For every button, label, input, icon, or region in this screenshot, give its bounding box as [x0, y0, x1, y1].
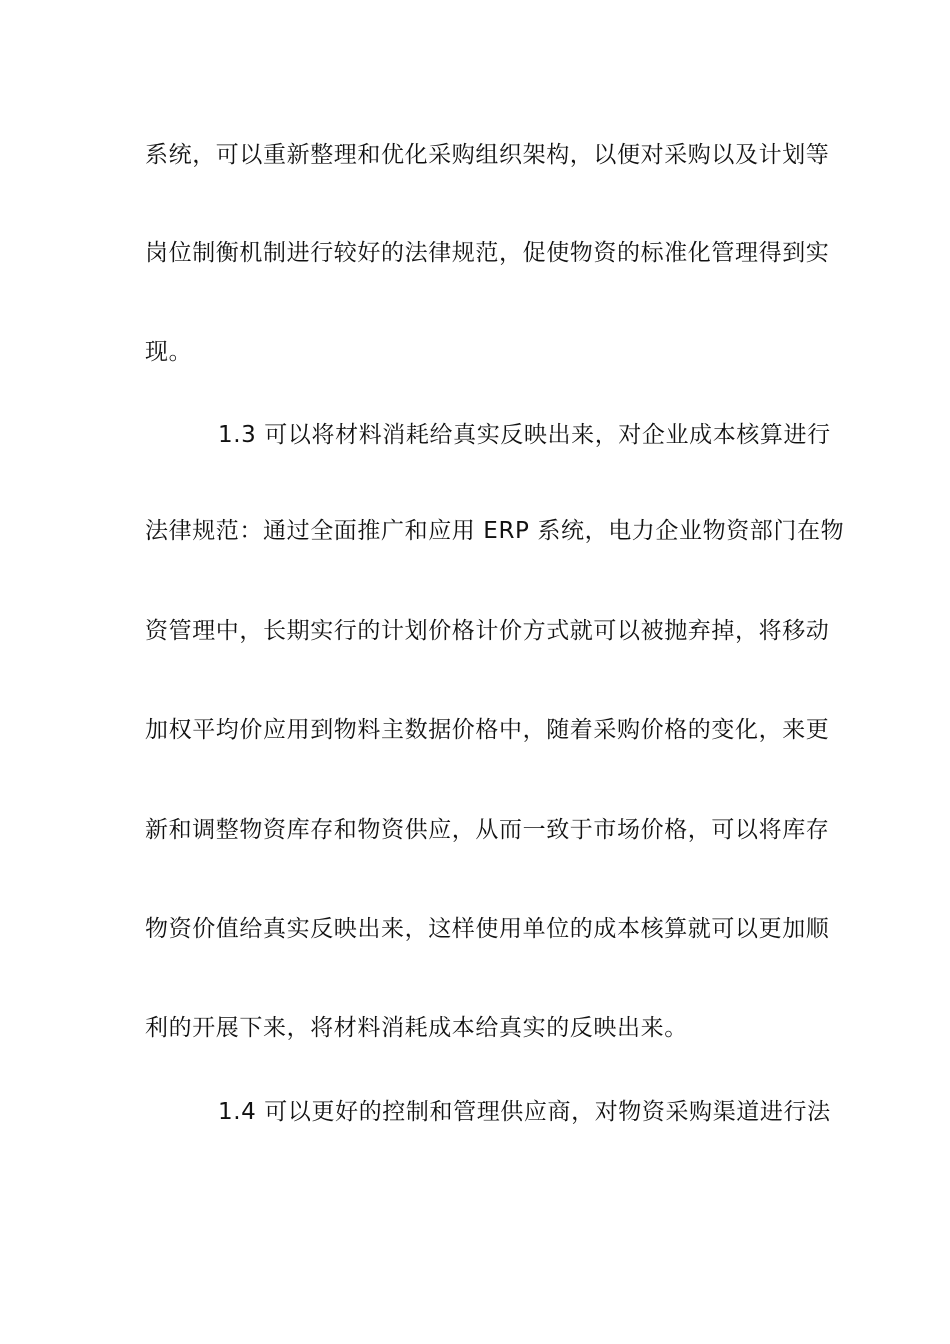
text-line-6: 资管理中，长期实行的计划价格计价方式就可以被抛弃掉，将移动: [145, 618, 830, 644]
section-heading-1-4: 1.4 可以更好的控制和管理供应商，对物资采购渠道进行法: [218, 1099, 831, 1125]
text-line-2: 岗位制衡机制进行较好的法律规范，促使物资的标准化管理得到实: [145, 240, 830, 266]
text-line-5: 法律规范：通过全面推广和应用 ERP 系统，电力企业物资部门在物: [145, 518, 845, 544]
text-line-7: 加权平均价应用到物料主数据价格中，随着采购价格的变化，来更: [145, 717, 830, 743]
section-heading-1-3: 1.3 可以将材料消耗给真实反映出来，对企业成本核算进行: [218, 422, 831, 448]
text-line-10: 利的开展下来，将材料消耗成本给真实的反映出来。: [145, 1015, 688, 1041]
text-line-8: 新和调整物资库存和物资供应，从而一致于市场价格，可以将库存: [145, 817, 830, 843]
text-line-1: 系统，可以重新整理和优化采购组织架构，以便对采购以及计划等: [145, 142, 830, 168]
text-line-3: 现。: [145, 339, 193, 365]
text-line-9: 物资价值给真实反映出来，这样使用单位的成本核算就可以更加顺: [145, 916, 830, 942]
